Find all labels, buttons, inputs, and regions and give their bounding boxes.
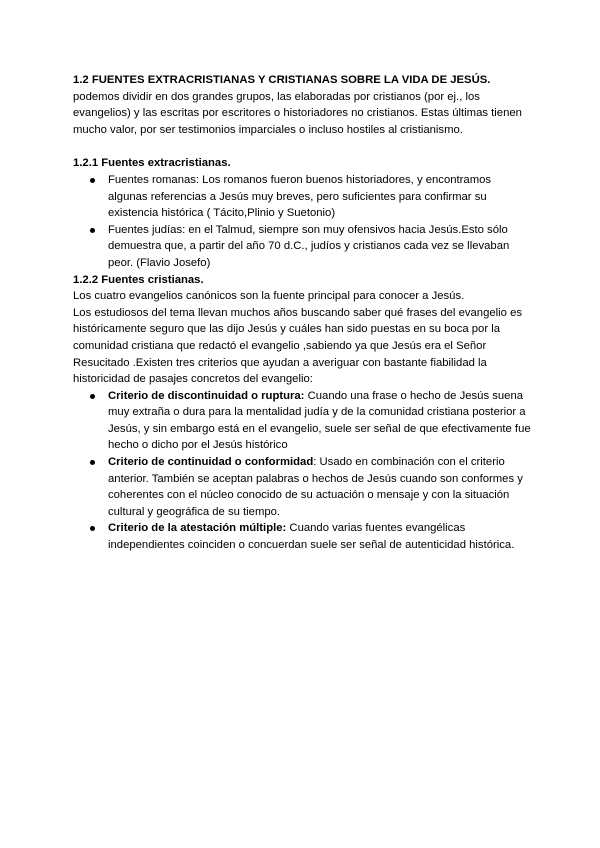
intro-paragraph: podemos dividir en dos grandes grupos, las elaboradas por cristianos (por ej., los evangelios) y las escritas por escritores o historiadores no cristianos. Estas últimas tienen mucho valor, por ser testimonios imparciales o incluso hostiles al cristianismo. [73, 90, 522, 136]
section-title: 1.2 FUENTES EXTRACRISTIANAS Y CRISTIANAS SOBRE LA VIDA DE JESÚS. [73, 74, 491, 86]
criterion-text: Cuando varias fuentes evangélicas independientes coinciden o concuerdan suele ser señal de autenticidad histórica. [108, 522, 515, 552]
criterion-text: Cuando una frase o hecho de Jesús suena muy extraña o dura para la mentalidad judía y de la comunidad cristiana posterior a Jesús, y sin embargo está en el evangelio, suele ser señal de que efectivamente fue hecho o dicho por el Jesús histórico [108, 389, 531, 452]
criterion-item [73, 520, 533, 553]
document-body [73, 72, 533, 554]
extra-sources-list [73, 172, 533, 272]
criterion-text: : Usado en combinación con el criterio anterior. También se aceptan palabras o hechos de Jesús cuando son conformes y coherentes con el núcleo conocido de su actuación o mensaje y con la situación cultural y geográfica de su tiempo. [108, 456, 523, 518]
criteria-list [73, 388, 533, 554]
criterion-term: Criterio de discontinuidad o ruptura: [108, 389, 305, 402]
list-item: Fuentes judías: en el Talmud, siempre son muy ofensivos hacia Jesús.Esto sólo demuestra que, a partir del año 70 d.C., judíos y cristianos cada vez se llevaban peor. (Flavio Josefo) [73, 222, 533, 272]
criterion-item [73, 454, 533, 520]
criterion-term: Criterio de continuidad o conformidad [108, 456, 314, 469]
extra-heading: 1.2.1 Fuentes extracristianas. [73, 157, 231, 170]
criterion-item [73, 388, 533, 454]
christian-paragraph-2: Los estudiosos del tema llevan muchos años buscando saber qué frases del evangelio es históricamente seguro que las dijo Jesús y cuáles han sido puestas en su boca por la comunidad cristiana que redactó el evangelio ,sabiendo ya que Jesús era el Señor Resucitado .Existen tres criterios que ayudan a averiguar con bastante fiabilidad la historicidad de pasajes concretos del evangelio: [73, 306, 523, 386]
criterion-term: Criterio de la atestación múltiple: [108, 522, 287, 535]
christian-heading: 1.2.2 Fuentes cristianas. [73, 273, 204, 286]
christian-paragraph-1: Los cuatro evangelios canónicos son la fuente principal para conocer a Jesús. [73, 290, 465, 303]
list-item: Fuentes romanas: Los romanos fueron buenos historiadores, y encontramos algunas referencias a Jesús muy breves, pero suficientes para confirmar su existencia histórica ( Tácito,Plinio y Suetonio) [73, 172, 533, 222]
